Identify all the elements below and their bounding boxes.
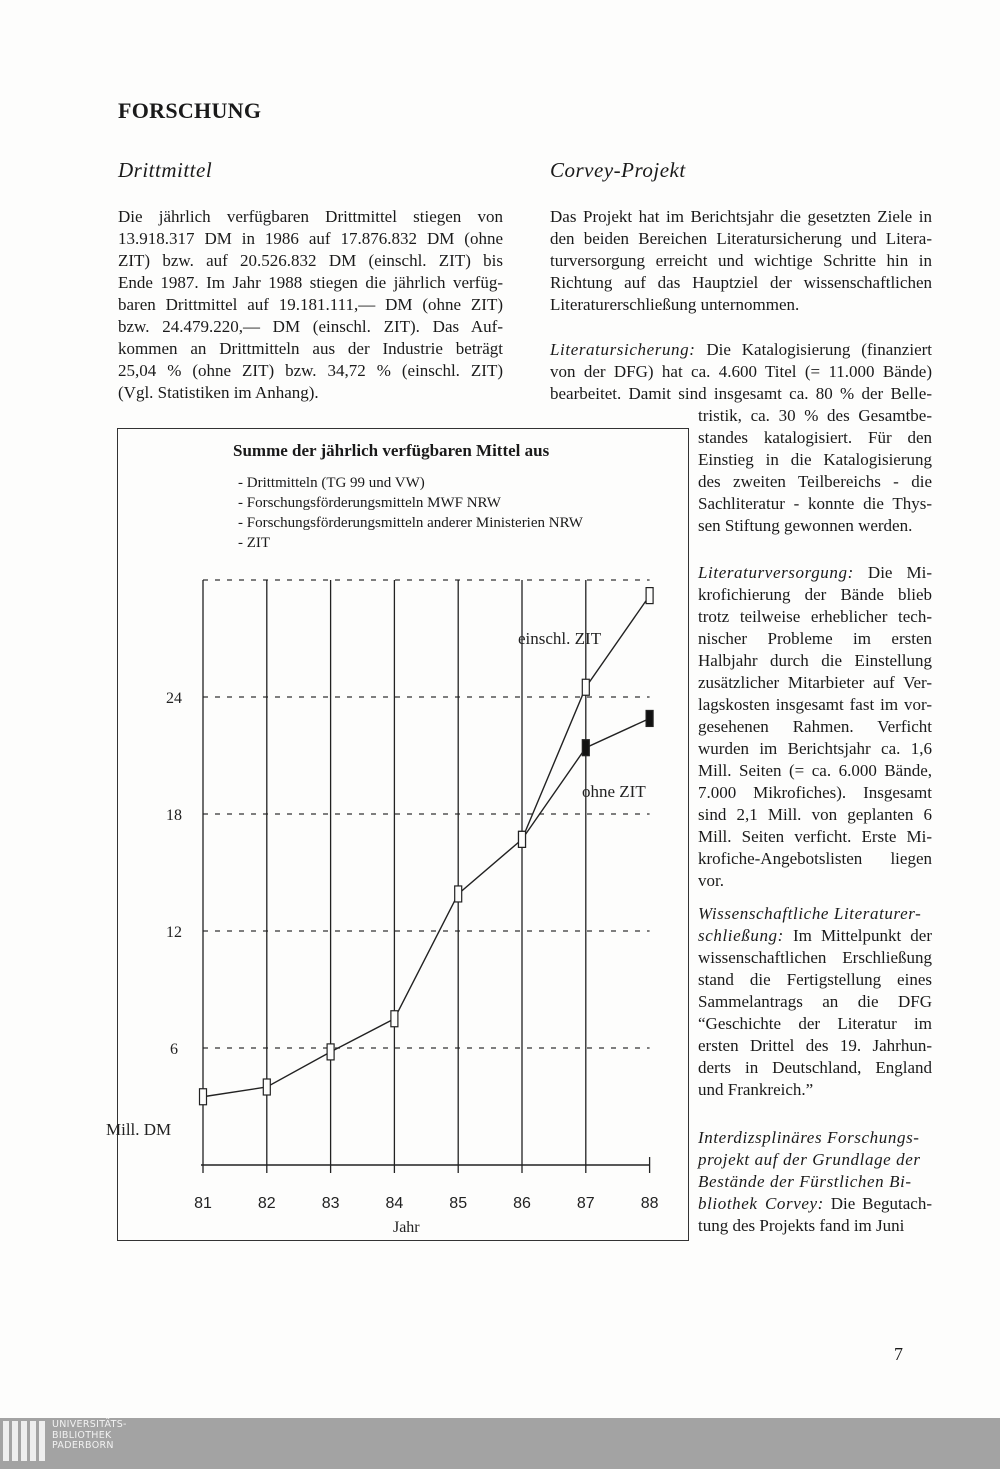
text-line: tristik, ca. 30 % des Gesamtbe- <box>698 406 932 425</box>
y-tick-label: 6 <box>170 1041 178 1058</box>
text-line <box>698 1171 932 1193</box>
text-line <box>550 339 932 361</box>
text-line: krofiche-Angebotslisten liegen <box>698 849 932 868</box>
text-run: Die Begutach- <box>823 1194 932 1213</box>
text-line: bzw. 24.479.220,— DM (einschl. ZIT). Das Auf- <box>118 317 503 336</box>
text-line: “Geschichte der Literatur im <box>698 1014 932 1033</box>
library-logo-text <box>52 1420 127 1452</box>
data-point-marker <box>582 740 589 756</box>
text-line <box>698 925 932 947</box>
text-line: vor. <box>698 871 724 890</box>
data-point-marker <box>455 886 462 902</box>
italic-lead: Wissenschaftliche Literaturer- <box>698 904 922 923</box>
drittmittel-paragraph <box>118 206 503 404</box>
text-run: Die Katalogisierung (finanziert <box>695 340 932 359</box>
text-line: Sachliteratur - konnte die Thys- <box>698 494 932 513</box>
text-line: Mill. Seiten (= ca. 6.000 Bände, <box>698 761 932 780</box>
data-point-marker <box>646 710 653 726</box>
data-point-marker <box>582 679 589 695</box>
data-point-marker <box>519 831 526 847</box>
text-line: Halbjahr durch die Einstellung <box>698 651 932 670</box>
x-tick-label: 86 <box>513 1195 531 1212</box>
italic-lead: schließung: <box>698 926 784 945</box>
text-line: bearbeitet. Damit sind insgesamt ca. 80 % der Belle- <box>550 384 932 403</box>
section-title-corvey: Corvey-Projekt <box>550 158 686 182</box>
text-line: krofichierung der Bände blieb <box>698 585 932 604</box>
chart-source-item: - Forschungsförderungsmitteln anderer Ministerien NRW <box>238 515 583 531</box>
logo-line: UNIVERSITÄTS- <box>52 1419 127 1430</box>
text-line: und Frankreich.” <box>698 1080 814 1099</box>
logo-line: PADERBORN <box>52 1440 114 1451</box>
text-line: von der DFG) hat ca. 4.600 Titel (= 11.000 Bände) <box>550 362 932 381</box>
text-line: turversorgung erreicht und wichtige Schritte hin in <box>550 251 932 270</box>
series-label-einschl-zit: einschl. ZIT <box>518 629 602 648</box>
text-line: Die jährlich verfügbaren Drittmittel stiegen von <box>118 207 503 226</box>
italic-lead: bliothek Corvey: <box>698 1194 824 1213</box>
text-line: derts in Deutschland, England <box>698 1058 932 1077</box>
text-line: Einstieg in die Katalogisierung <box>698 450 932 469</box>
text-line: nischer Probleme im ersten <box>698 629 932 648</box>
page-number: 7 <box>894 1344 903 1364</box>
x-tick-label: 81 <box>194 1195 212 1212</box>
text-line: gesehenen Rahmen. Verficht <box>698 717 932 736</box>
y-tick-label: 12 <box>166 924 182 941</box>
italic-lead: Literatursicherung: <box>550 340 696 359</box>
text-line <box>698 1193 932 1215</box>
text-line: den beiden Bereichen Literatursicherung und Litera- <box>550 229 932 248</box>
text-line: kommen an Drittmitteln aus der Industrie beträgt <box>118 339 503 358</box>
text-line: lagskosten insgesamt fast im vor- <box>698 695 932 714</box>
chart-source-item: - ZIT <box>238 535 271 551</box>
text-line: Literaturerschließung unternommen. <box>550 295 800 314</box>
italic-lead: projekt auf der Grundlage der <box>698 1150 921 1169</box>
text-line: wurden im Berichtsjahr ca. 1,6 <box>698 739 932 758</box>
chart-source-item: - Forschungsförderungsmitteln MWF NRW <box>238 495 501 511</box>
text-line: sind 2,1 Mill. von geplanten 6 <box>698 805 932 824</box>
text-line <box>698 903 932 925</box>
data-point-marker <box>391 1011 398 1027</box>
x-tick-label: 88 <box>640 1195 659 1212</box>
text-line: baren Drittmittel auf 19.181.111,— DM (ohne ZIT) <box>118 295 503 314</box>
logo-line: BIBLIOTHEK <box>52 1429 112 1441</box>
line-chart <box>106 429 690 1242</box>
data-point-marker <box>263 1079 270 1095</box>
page-heading: FORSCHUNG <box>118 98 262 123</box>
italic-lead: Bestände der Fürstlichen Bi- <box>698 1172 912 1191</box>
text-line: 7.000 Mikrofiches). Insgesamt <box>698 783 932 802</box>
y-tick-label: 24 <box>166 690 182 707</box>
text-line: trotz teilweise erheblicher tech- <box>698 607 932 626</box>
x-tick-label: 82 <box>257 1195 276 1212</box>
text-line: tung des Projekts fand im Juni <box>698 1216 905 1235</box>
text-line: standes katalogisiert. Für den <box>698 428 932 447</box>
data-point-marker <box>646 588 653 604</box>
text-line: ZIT) bzw. auf 20.526.832 DM (einschl. ZIT) bis <box>118 251 503 270</box>
text-line: Sammelantrags an die DFG <box>698 992 932 1011</box>
corvey-intro-paragraph <box>550 206 932 316</box>
text-line: des zweiten Teilbereichs - die <box>698 472 932 491</box>
interdisziplinaer-paragraph <box>698 1127 932 1237</box>
text-line: ersten Drittel des 19. Jahrhun- <box>698 1036 932 1055</box>
data-point-marker <box>327 1044 334 1060</box>
x-tick-label: 84 <box>385 1195 404 1212</box>
series-line-einschl-zit <box>203 596 650 1097</box>
chart-title: Summe der jährlich verfügbaren Mittel aus <box>233 441 550 460</box>
text-run: Die Mi- <box>853 563 932 582</box>
text-line <box>698 1149 932 1171</box>
italic-lead: Interdizsplinäres Forschungs- <box>698 1128 920 1147</box>
footer-band <box>0 1418 1000 1469</box>
series-label-ohne-zit: ohne ZIT <box>582 782 646 801</box>
library-logo-icon <box>3 1421 48 1466</box>
x-tick-label: 83 <box>321 1195 340 1212</box>
text-line: sen Stiftung gewonnen werden. <box>698 516 913 535</box>
y-tick-label: 18 <box>166 807 182 824</box>
literatursicherung-paragraph-narrow <box>698 405 932 537</box>
chart-source-item: - Drittmitteln (TG 99 und VW) <box>238 475 425 491</box>
data-point-marker <box>200 1089 207 1105</box>
x-tick-label: 85 <box>449 1195 468 1212</box>
literatursicherung-paragraph-wide <box>550 339 932 405</box>
text-run: Im Mittelpunkt der <box>783 926 932 945</box>
italic-lead: Literaturversorgung: <box>698 563 854 582</box>
text-line: stand die Fertigstellung eines <box>698 970 932 989</box>
x-tick-label: 87 <box>576 1195 595 1212</box>
text-line <box>698 562 932 584</box>
y-axis-label: Mill. DM <box>106 1120 172 1139</box>
text-line <box>698 1127 932 1149</box>
text-line: 25,04 % (ohne ZIT) bzw. 34,72 % (einschl. ZIT) <box>118 361 503 380</box>
literaturerschliessung-paragraph <box>698 903 932 1101</box>
text-line: Mill. Seiten verficht. Erste Mi- <box>698 827 932 846</box>
chart-frame <box>106 428 689 1241</box>
text-line: zusätzlicher Mitarbieter auf Ver- <box>698 673 932 692</box>
text-line: Das Projekt hat im Berichtsjahr die gesetzten Ziele in <box>550 207 932 226</box>
x-axis-label: Jahr <box>392 1219 420 1236</box>
text-line: Ende 1987. Im Jahr 1988 stiegen die jährlich verfüg- <box>118 273 503 292</box>
literaturversorgung-paragraph <box>698 562 932 892</box>
text-line: (Vgl. Statistiken im Anhang). <box>118 383 319 402</box>
text-line: wissenschaftlichen Erschließung <box>698 948 932 967</box>
section-title-drittmittel: Drittmittel <box>118 158 213 182</box>
text-line: Richtung auf das Hauptziel der wissenschaftlichen <box>550 273 932 292</box>
text-line: 13.918.317 DM in 1986 auf 17.876.832 DM (ohne <box>118 229 503 248</box>
